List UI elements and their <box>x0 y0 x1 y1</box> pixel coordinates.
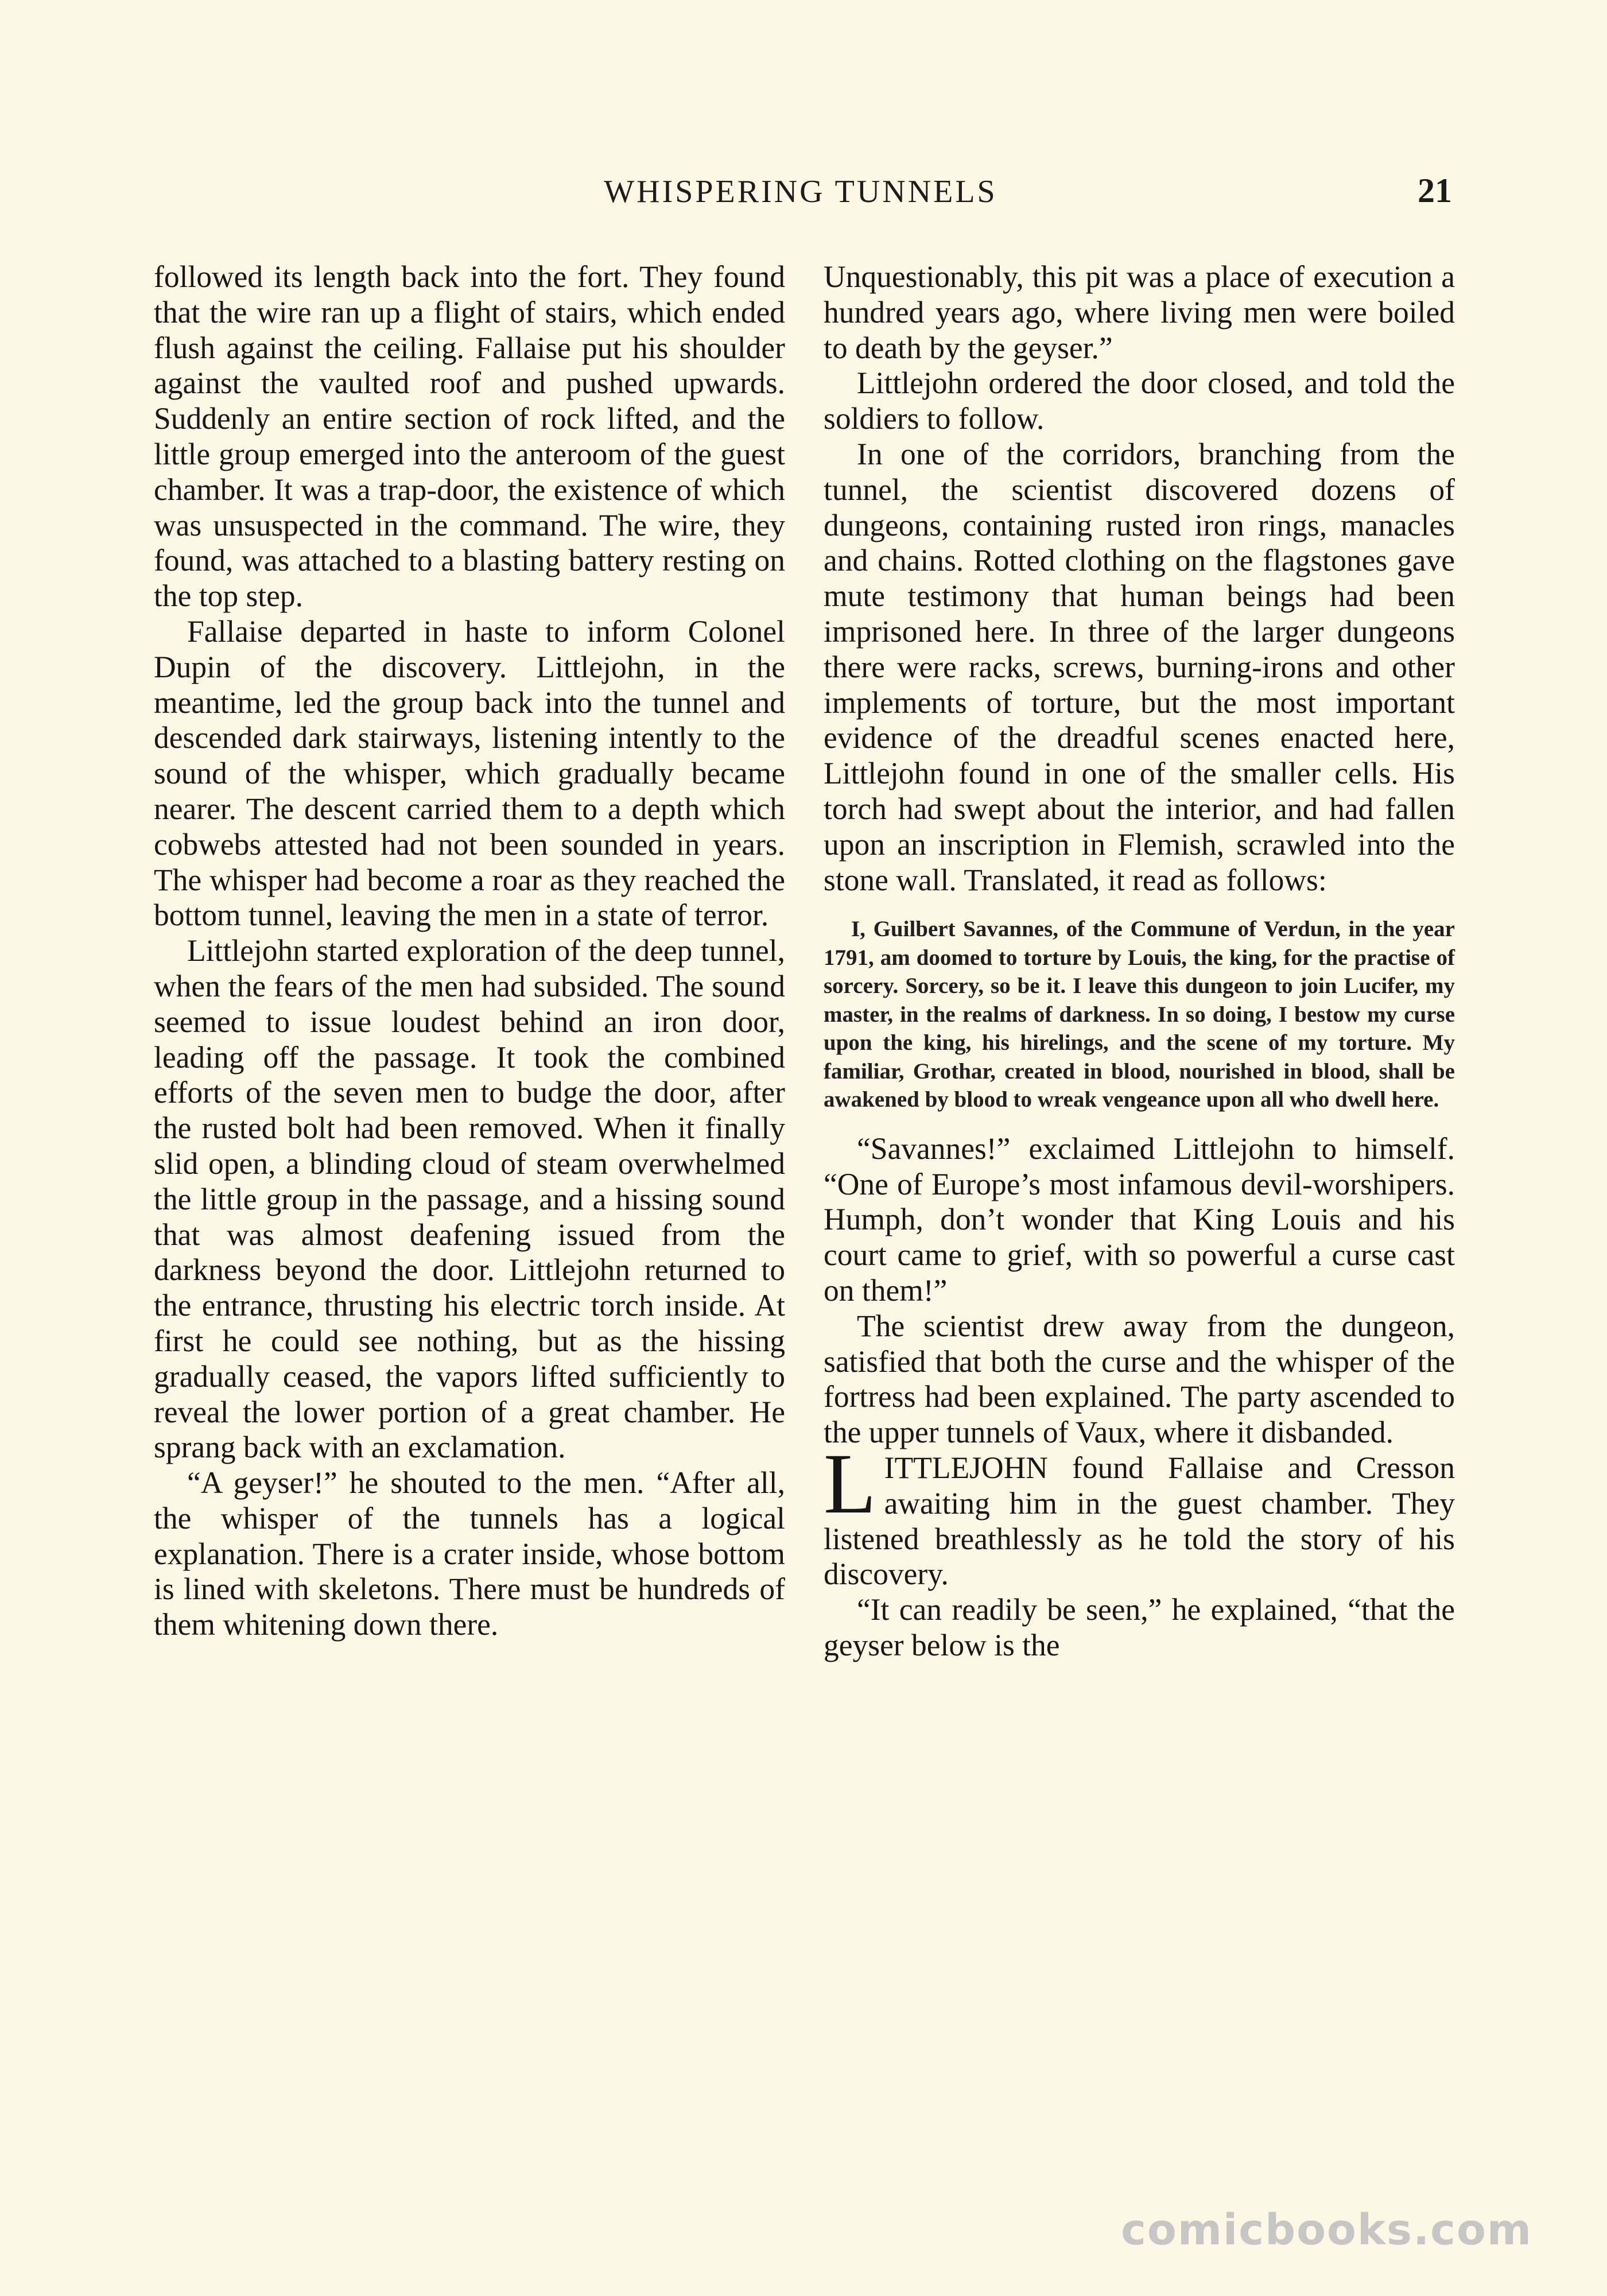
inscription-quote: I, Guilbert Savannes, of the Commune of Verdun, in the year 1791, am doomed to torture by Louis, the king, for the practise of sorcery. Sorcery, so be it. I leave this dungeon to join Lucifer, my master, in the realms of darkness. In so doing, I bestow my curse upon the king, his hirelings, and the scene of my torture. My familiar, Grothar, created in blood, nourished in blood, shall be awakened by blood to wreak vengeance upon all who dwell here. <box>824 917 1455 1112</box>
paragraph: “It can readily be seen,” he explained, “that the geyser below is the <box>824 1592 1455 1662</box>
page-header <box>149 173 1452 219</box>
left-column <box>154 259 785 1643</box>
right-column <box>824 259 1455 1663</box>
running-title: WHISPERING TUNNELS <box>604 174 997 210</box>
site-watermark: comicbooks.com <box>1121 2205 1532 2255</box>
paragraph: In one of the corridors, branching from the tunnel, the scientist discovered dozens of dungeons, containing rusted iron rings, manacles and chains. Rotted clothing on the flagstones gave mute testimony that human beings had been imprisoned here. In three of the larger dungeons there were racks, screws, burning-irons and other implements of torture, but the most important evidence of the dreadful scenes enacted here, Littlejohn found in one of the smaller cells. His torch had swept about the interior, and had fallen upon an inscription in Flemish, scrawled into the stone wall. Translated, it read as follows: <box>824 436 1455 897</box>
paragraph: followed its length back into the fort. They found that the wire ran up a flight of stairs, which ended flush against the ceiling. Fallaise put his shoulder against the vaulted roof and pushed upwards. Suddenly an entire section of rock lifted, and the little group emerged into the anteroom of the guest chamber. It was a trap-door, the existence of which was unsuspected in the command. The wire, they found, was attached to a blasting battery resting on the top step. <box>154 259 785 614</box>
section-opening <box>824 1436 1455 1592</box>
paragraph: “Savannes!” exclaimed Littlejohn to himself. “One of Europe’s most infamous devil-worshipers. Humph, don’t wonder that King Louis and his court came to grief, with so powerful a curse cast on them!” <box>824 1131 1455 1308</box>
paragraph: Fallaise departed in haste to inform Colonel Dupin of the discovery. Littlejohn, in the meantime, led the group back into the tunnel and descended dark stairways, listening intently to the sound of the whisper, which gradually became nearer. The descent carried them to a depth which cobwebs attested had not been sounded in years. The whisper had become a roar as they reached the bottom tunnel, leaving the men in a state of terror. <box>154 614 785 933</box>
paragraph: Littlejohn ordered the door closed, and told the soldiers to follow. <box>824 366 1455 436</box>
page-number: 21 <box>1418 172 1452 210</box>
paragraph: The scientist drew away from the dungeon, satisfied that both the curse and the whisper of the fortress had been explained. The party ascended to the upper tunnels of Vaux, where it disbanded. <box>824 1308 1455 1450</box>
drop-cap: L <box>824 1436 876 1532</box>
paragraph: “A geyser!” he shouted to the men. “After all, the whisper of the tunnels has a logical explanation. There is a crater inside, whose bottom is lined with skeletons. There must be hundreds of them whitening down there. <box>154 1465 785 1642</box>
paragraph: Unquestionably, this pit was a place of execution a hundred years ago, where living men were boiled to death by the geyser.” <box>824 259 1455 365</box>
section-opening-text: ITTLEJOHN found Fallaise and Cresson awaiting him in the guest chamber. They listened breathlessly as he told the story of his discovery. <box>824 1450 1455 1592</box>
paragraph: Littlejohn started exploration of the deep tunnel, when the fears of the men had subsided. The sound seemed to issue loudest behind an iron door, leading off the passage. It took the combined efforts of the seven men to budge the door, after the rusted bolt had been removed. When it finally slid open, a blinding cloud of steam overwhelmed the little group in the passage, and a hissing sound that was almost deafening issued from the darkness beyond the door. Littlejohn returned to the entrance, thrusting his electric torch inside. At first he could see nothing, but as the hissing gradually ceased, the vapors lifted sufficiently to reveal the lower portion of a great chamber. He sprang back with an exclamation. <box>154 933 785 1465</box>
